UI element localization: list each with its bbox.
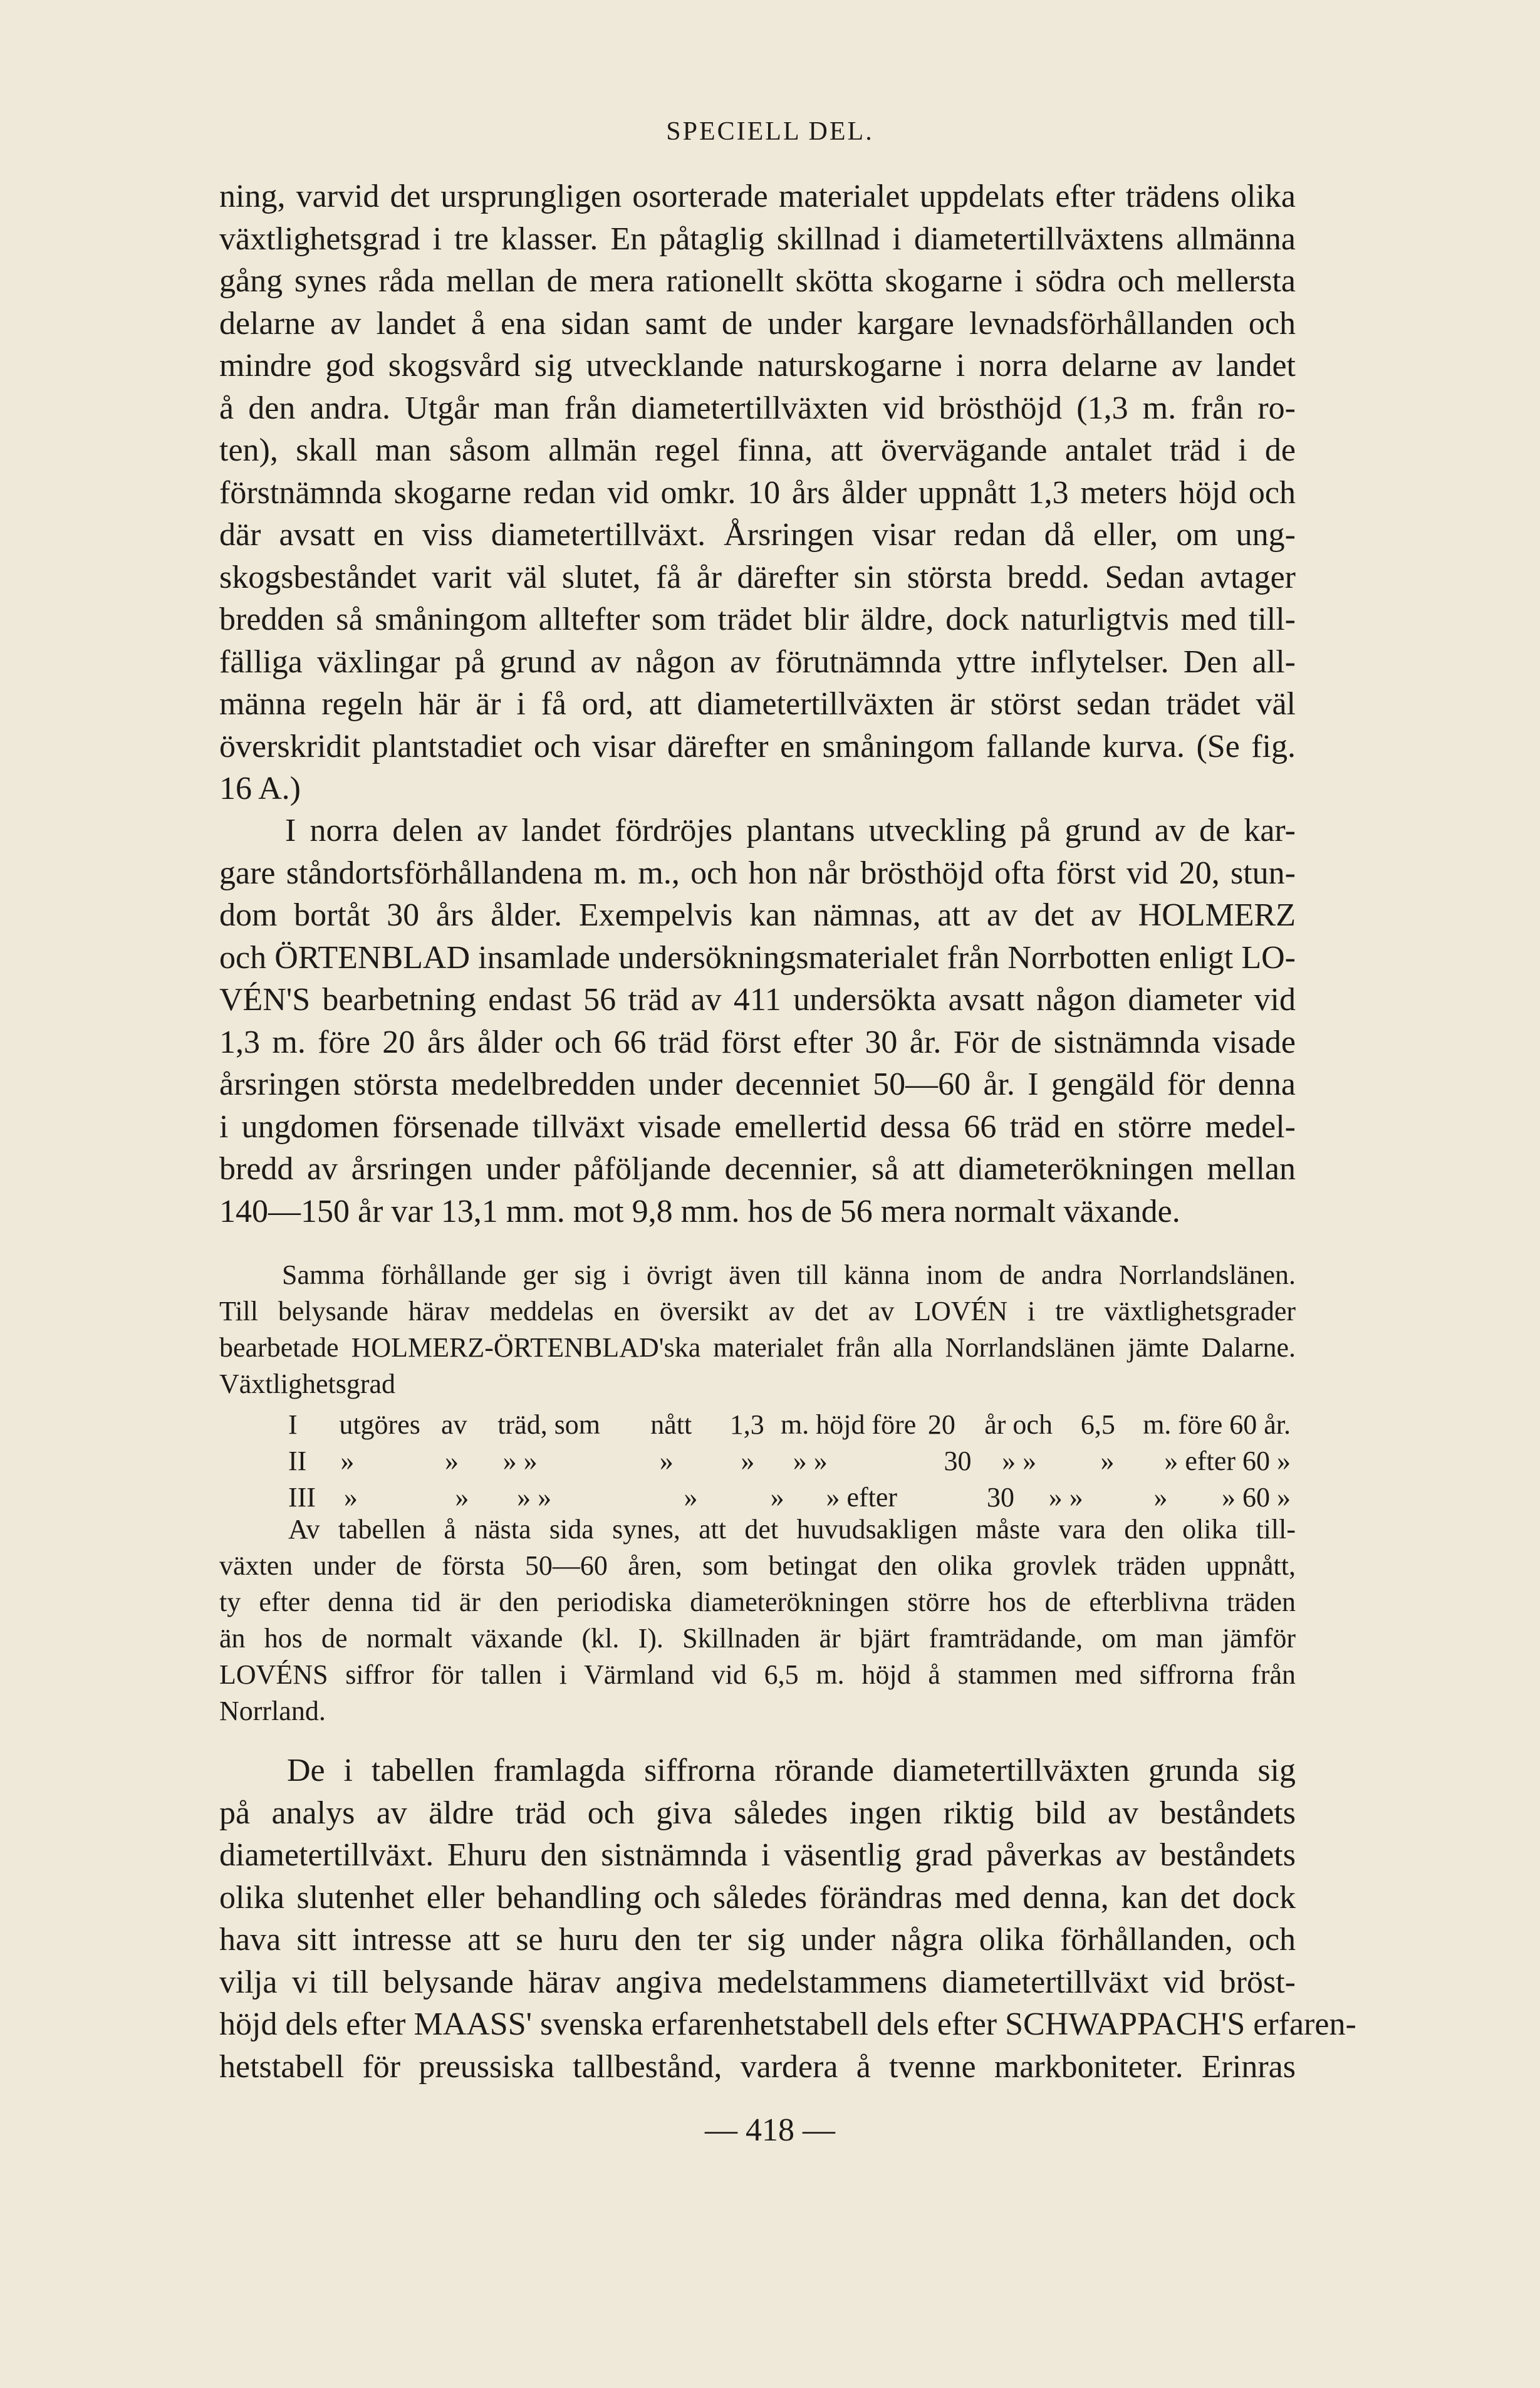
table-cell: II xyxy=(288,1446,307,1476)
text-line: Samma förhållande ger sig i övrigt även till känna inom de andra Norrlandslänen. xyxy=(282,1259,1296,1290)
text-line: VÉN'S bearbetning endast 56 träd av 411 undersökta avsatt någon diameter vid xyxy=(219,982,1296,1018)
text-line: dom bortåt 30 års ålder. Exempelvis kan nämnas, att av det av HOLMERZ xyxy=(219,897,1296,933)
table-cell: 6,5 xyxy=(1080,1409,1115,1440)
text-line: ten), skall man såsom allmän regel finna, att övervägande antalet träd i de xyxy=(219,432,1296,468)
text-line: än hos de normalt växande (kl. I). Skillnaden är bjärt framträdande, om man jämför xyxy=(219,1623,1296,1654)
text-line: mindre god skogsvård sig utvecklande naturskogarne i norra delarne av landet xyxy=(219,348,1296,383)
table-cell: » xyxy=(340,1446,355,1476)
table-cell: 30 xyxy=(987,1482,1015,1513)
table-cell: 1,3 xyxy=(729,1409,764,1440)
paragraph-1 xyxy=(219,175,1296,810)
text-line: männa regeln här är i få ord, att diametertillväxten är störst sedan trädet väl xyxy=(219,686,1296,722)
paragraph-2 xyxy=(219,810,1296,1233)
table-cell: » xyxy=(455,1482,469,1513)
table-cell: år och xyxy=(984,1409,1053,1440)
page-number: — 418 — xyxy=(705,2112,835,2148)
table-cell: » xyxy=(741,1446,755,1476)
text-line: bearbetade HOLMERZ-ÖRTENBLAD'ska materialet från alla Norrlandslänen jämte Dalarne. xyxy=(219,1332,1296,1363)
table-cell: träd, som xyxy=(497,1409,601,1440)
table-cell: » xyxy=(1100,1446,1115,1476)
text-line: förstnämnda skogarne redan vid omkr. 10 års ålder uppnått 1,3 meters höjd och xyxy=(219,474,1296,511)
table-cell: » 60 » xyxy=(1222,1482,1291,1513)
text-line: skogsbeståndet varit väl slutet, få år därefter sin största bredd. Sedan avtager xyxy=(219,559,1296,595)
table-cell: » xyxy=(659,1446,674,1476)
table-cell: » xyxy=(684,1482,698,1513)
table-row xyxy=(288,1443,1291,1479)
running-header: SPECIELL DEL. xyxy=(666,117,874,146)
text-line: Av tabellen å nästa sida synes, att det huvudsakligen måste vara den olika till- xyxy=(288,1514,1296,1545)
text-line: gare ståndortsförhållandena m. m., och hon når brösthöjd ofta först vid 20, stun- xyxy=(219,855,1296,891)
table-cell: » xyxy=(1153,1482,1168,1513)
text-line: I norra delen av landet fördröjes plantans utveckling på grund av de kar- xyxy=(285,813,1296,848)
text-line: årsringen största medelbredden under decenniet 50—60 år. I gengäld för denna xyxy=(219,1066,1296,1102)
table-row xyxy=(288,1479,1291,1516)
text-line: 140—150 år var 13,1 mm. mot 9,8 mm. hos de 56 mera normalt växande. xyxy=(219,1193,1180,1229)
table-cell: » » xyxy=(1048,1482,1083,1513)
text-line: delarne av landet å ena sidan samt de under kargare levnadsförhållanden och xyxy=(219,305,1296,342)
text-line: hava sitt intresse att se huru den ter sig under några olika förhållanden, och xyxy=(219,1922,1296,1958)
text-line: 16 A.) xyxy=(219,771,301,806)
table-cell: 30 xyxy=(944,1446,972,1476)
small-paragraph-2 xyxy=(219,1511,1296,1729)
table-cell: » » xyxy=(517,1482,552,1513)
table-cell: III xyxy=(288,1482,316,1513)
text-line: diametertillväxt. Ehuru den sistnämnda i väsentlig grad påverkas av beståndets xyxy=(219,1837,1296,1873)
text-line: hetstabell för preussiska tallbestånd, vardera å tvenne markboniteter. Erinras xyxy=(219,2048,1296,2085)
text-line: bredd av årsringen under påföljande decennier, så att diameterökningen mellan xyxy=(219,1151,1296,1187)
text-line: olika slutenhet eller behandling och således förändras med denna, kan det dock xyxy=(219,1879,1296,1916)
table-cell: » efter xyxy=(826,1482,898,1513)
table-cell: » » xyxy=(502,1446,538,1476)
text-line: bredden så småningom alltefter som trädet blir äldre, dock naturligtvis med till- xyxy=(219,602,1296,637)
paragraph-3 xyxy=(219,1749,1356,2088)
text-line: fälliga växlingar på grund av någon av förutnämnda yttre inflytelser. Den all- xyxy=(219,644,1296,680)
text-line: LOVÉNS siffror för tallen i Värmland vid 6,5 m. höjd å stammen med siffrorna från xyxy=(219,1659,1296,1690)
text-line: höjd dels efter MAASS' svenska erfarenhetstabell dels efter SCHWAPPACH'S erfaren- xyxy=(219,2006,1356,2042)
table-cell: av xyxy=(440,1409,467,1440)
text-line: De i tabellen framlagda siffrorna rörande diametertillväxten grunda sig xyxy=(287,1753,1296,1788)
text-line: Till belysande härav meddelas en översikt av det av LOVÉN i tre växtlighetsgrader xyxy=(219,1296,1296,1327)
table-cell: m. före 60 år. xyxy=(1143,1409,1291,1440)
growth-class-table xyxy=(288,1407,1291,1516)
text-line: där avsatt en viss diametertillväxt. Årsringen visar redan då eller, om ung- xyxy=(219,517,1296,553)
text-line: vilja vi till belysande härav angiva medelstammens diametertillväxt vid bröst- xyxy=(219,1964,1296,2000)
table-cell: m. höjd före xyxy=(781,1409,917,1440)
text-line: ty efter denna tid är den periodiska diameterökningen större hos de efterblivna träden xyxy=(219,1587,1296,1617)
table-cell: utgöres xyxy=(339,1409,420,1440)
text-line: och ÖRTENBLAD insamlade undersökningsmaterialet från Norrbotten enligt LO- xyxy=(219,939,1296,976)
text-line: växten under de första 50—60 åren, som betingat den olika grovlek träden uppnått, xyxy=(219,1550,1296,1581)
table-cell: nått xyxy=(650,1409,692,1440)
text-line: gång synes råda mellan de mera rationellt skötta skogarne i södra och mellersta xyxy=(219,263,1296,299)
table-row xyxy=(288,1407,1291,1443)
table-cell: » efter 60 » xyxy=(1164,1446,1291,1476)
text-line: i ungdomen försenade tillväxt visade emellertid dessa 66 träd en större medel- xyxy=(219,1108,1296,1145)
table-cell: » » xyxy=(1002,1446,1037,1476)
text-line: överskridit plantstadiet och visar därefter en småningom fallande kurva. (Se fig. xyxy=(219,728,1296,764)
table-cell: » xyxy=(770,1482,784,1513)
table-cell: » » xyxy=(793,1446,828,1476)
small-paragraph-1 xyxy=(219,1257,1296,1402)
text-line: Växtlighetsgrad xyxy=(219,1369,396,1399)
text-line: å den andra. Utgår man från diametertillväxten vid brösthöjd (1,3 m. från ro- xyxy=(219,390,1296,426)
table-cell: » xyxy=(445,1446,459,1476)
table-cell: 20 xyxy=(927,1409,955,1440)
table-cell: I xyxy=(288,1409,298,1440)
text-line: Norrland. xyxy=(219,1696,326,1726)
text-line: växtlighetsgrad i tre klasser. En påtaglig skillnad i diametertillväxtens allmänna xyxy=(219,221,1296,257)
text-line: 1,3 m. före 20 års ålder och 66 träd först efter 30 år. För de sistnämnda visade xyxy=(219,1024,1296,1060)
text-line: ning, varvid det ursprungligen osorterade materialet uppdelats efter trädens olika xyxy=(219,179,1296,214)
table-cell: » xyxy=(343,1482,358,1513)
text-line: på analys av äldre träd och giva således ingen riktig bild av beståndets xyxy=(219,1795,1296,1831)
